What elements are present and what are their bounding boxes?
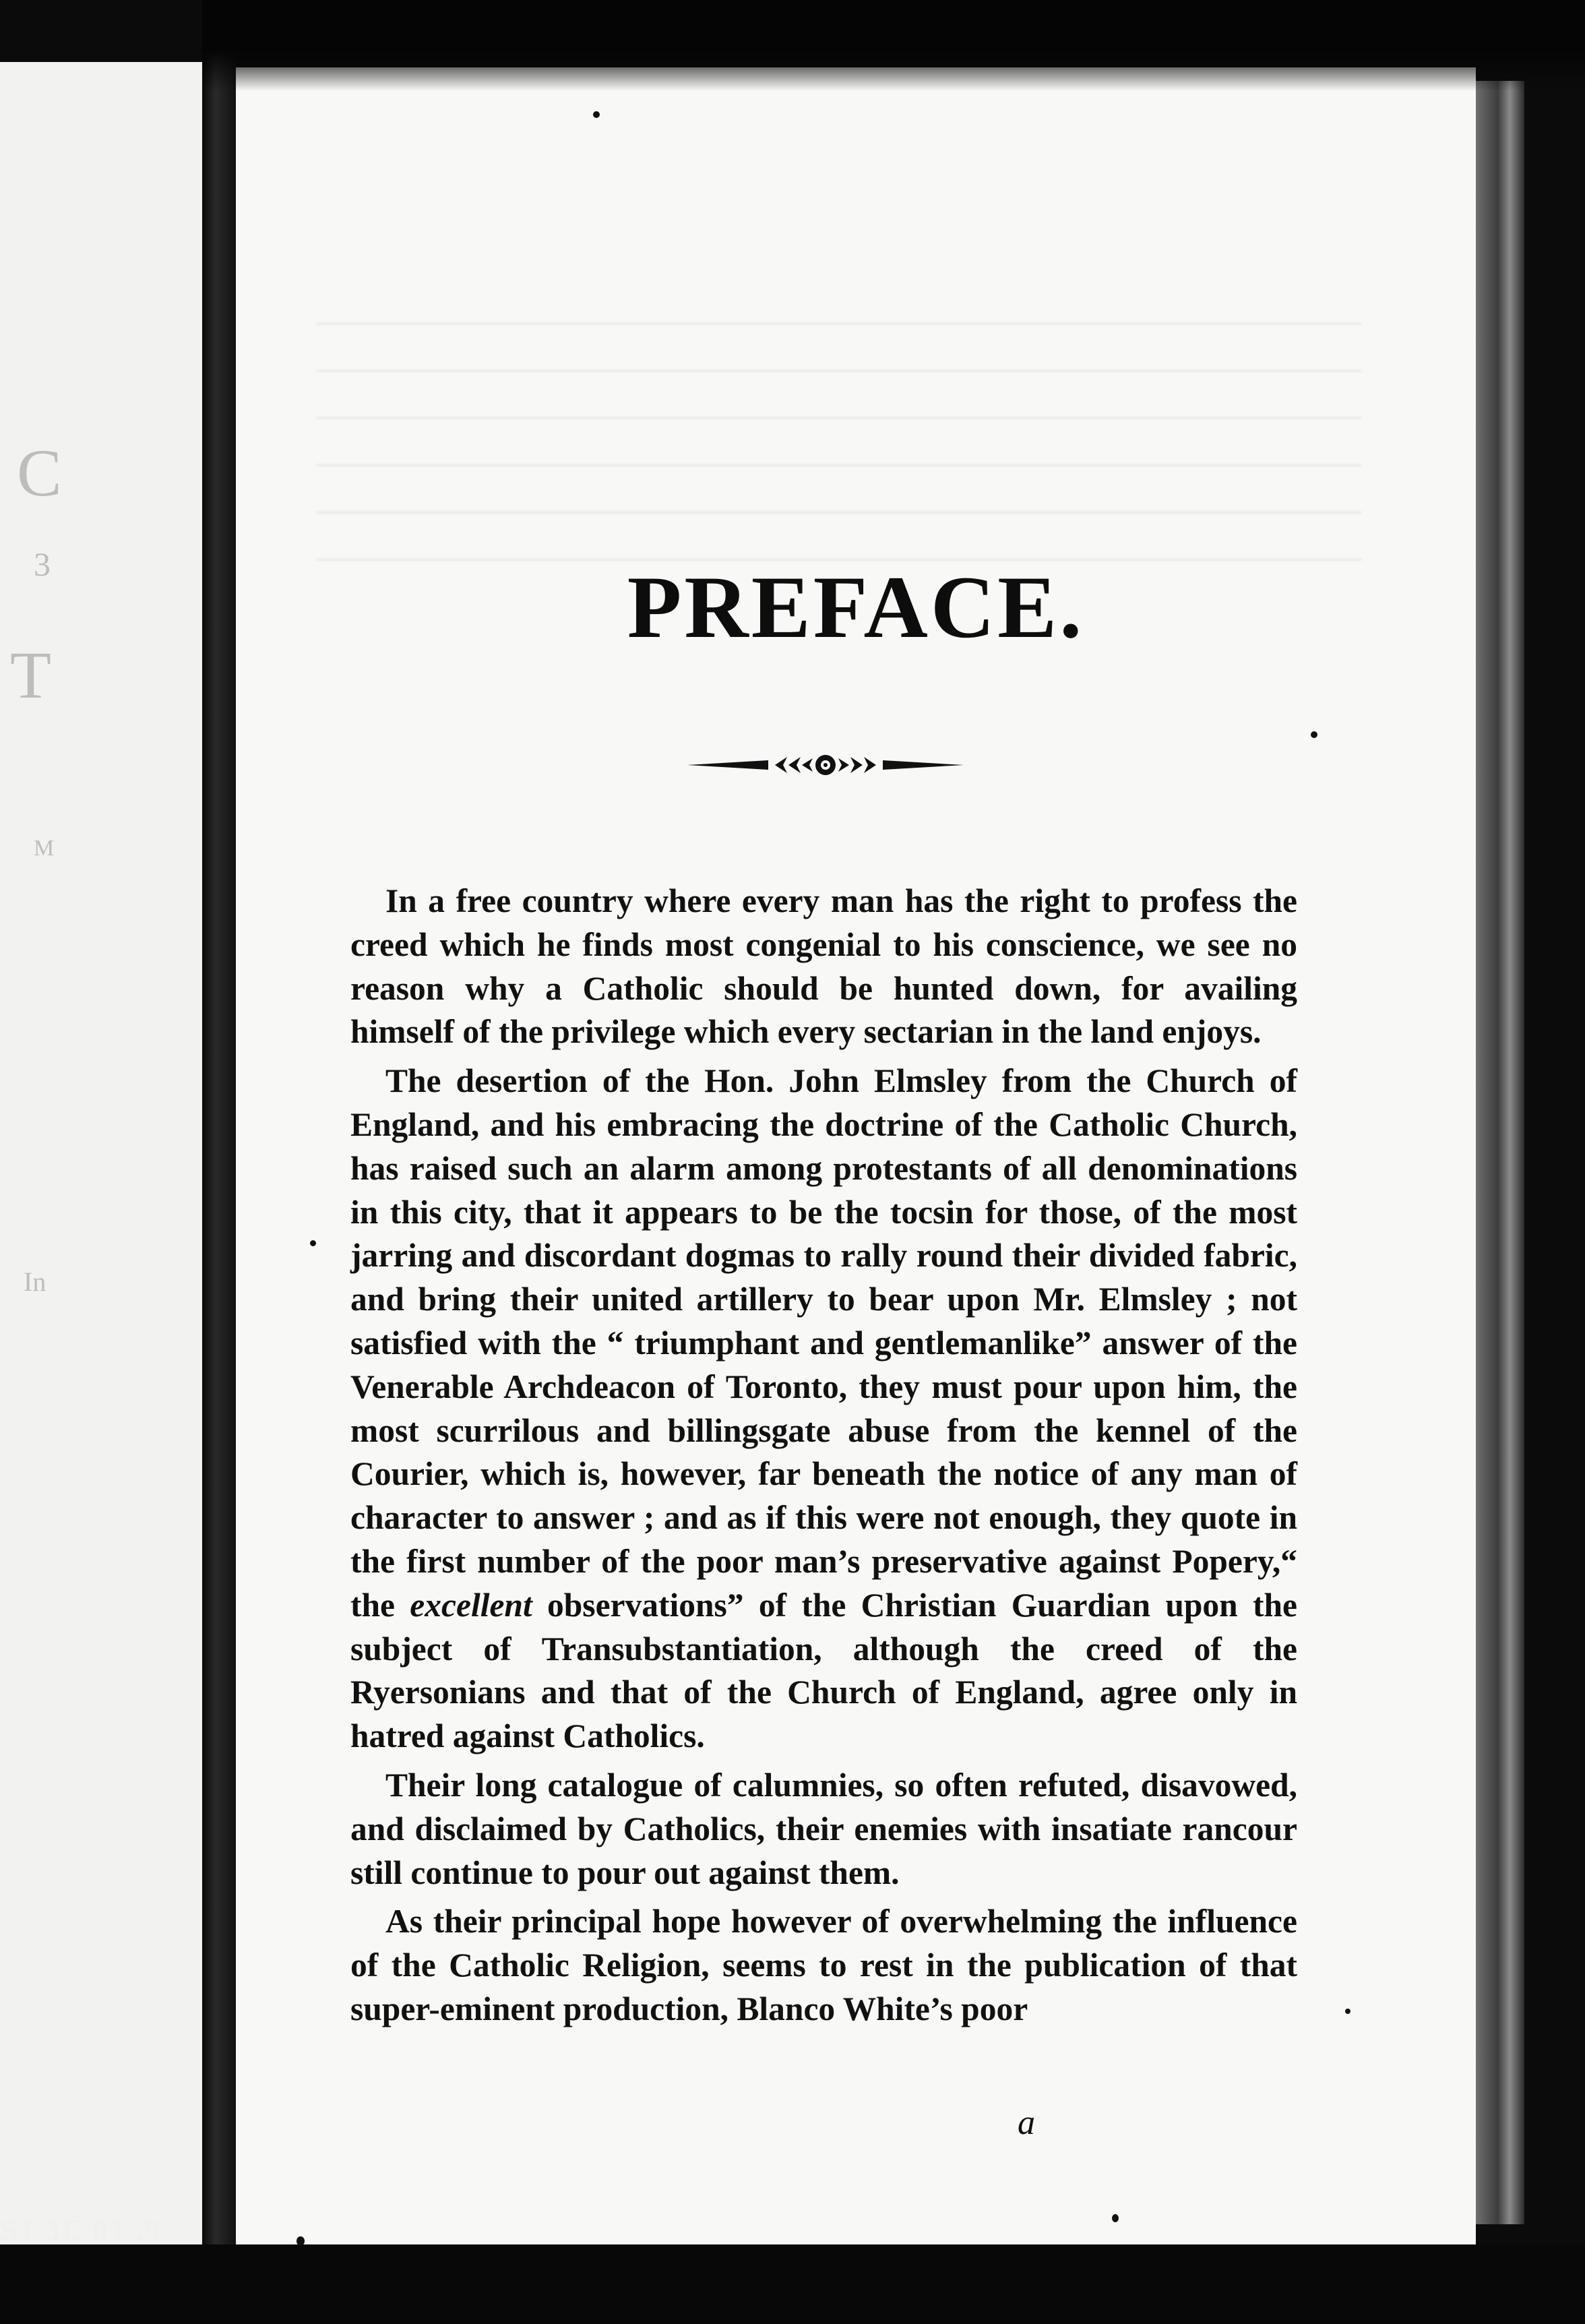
facing-page (0, 62, 202, 2246)
quote-close: observations” of the Christian Guardian upon the subject of Transubstantiation, although the creed of the Ryersonians and that of the Church of England, agree only in hatred against Catholics. (350, 1586, 1297, 1755)
ornament-divider (687, 748, 964, 782)
ink-speck (1345, 2009, 1350, 2014)
emphasis-text: excellent (410, 1586, 532, 1624)
signature-mark: a (1018, 2104, 1035, 2142)
preface-body (350, 880, 1297, 2037)
top-shadow (202, 0, 1585, 91)
page-title: PREFACE. (627, 557, 1085, 656)
quote-open: “ the (350, 1542, 1297, 1624)
page-edge (1476, 81, 1524, 2224)
ink-speck (310, 1240, 316, 1246)
ink-speck (297, 2236, 305, 2246)
book-gutter (202, 27, 236, 2284)
ink-speck (593, 111, 600, 118)
facing-fragment: C (17, 435, 62, 510)
paragraph: As their principal hope however of overwhelming the influence of the Catholic Religion, seems to rest in the publication of that super-eminent production, Blanco White’s poor (350, 1903, 1297, 2027)
bottom-shadow (0, 2244, 1585, 2324)
ink-speck (1311, 731, 1317, 738)
ink-speck (1112, 2214, 1119, 2222)
facing-fragment: T (10, 638, 52, 712)
facing-fragment: In (24, 1266, 46, 1297)
paragraph: In a free country where every man has the right to profess the creed which he finds most congenial to his conscience, we see no reason why a Catholic should be hunted down, for availing himself of the privilege which every sectarian in the land enjoys. (350, 882, 1297, 1051)
margin-scrawl: S1 3E 01 .9 (0, 2213, 162, 2247)
paragraph: Their long catalogue of calumnies, so often refuted, disavowed, and disclaimed by Catholics, their enemies with insatiate rancour still continue to pour out against them. (350, 1766, 1297, 1891)
paragraph-text: The desertion of the Hon. John Elmsley from the Church of England, and his embracing the doctrine of the Catholic Church, has raised such an alarm among protestants of all denominations in this city, that it appears to be the tocsin for those, of the most jarring and discordant dogmas to rally round their divided fabric, and bring their united artillery to bear upon Mr. Elmsley ; not satisfied with the “ triumphant and gentlemanlike” answer of the Venerable Archdeacon of Toronto, they must pour upon him, the most scurrilous and billingsgate abuse from the kennel of the Courier, which is, however, far beneath the notice of any man of character to answer ; and as if this were not enough, they quote in the first number of the poor man’s preservative against Popery, (350, 1062, 1297, 1580)
show-through-text: ——————————————————————————————— ——————————————————————————————— ——————————————————————————————— ——————————————————————————————— ——————————————————————————————— ——————————————————————————————— (317, 301, 1361, 575)
paragraph (350, 1060, 1297, 1759)
facing-fragment: M (34, 836, 55, 861)
facing-fragment: 3 (34, 545, 51, 583)
